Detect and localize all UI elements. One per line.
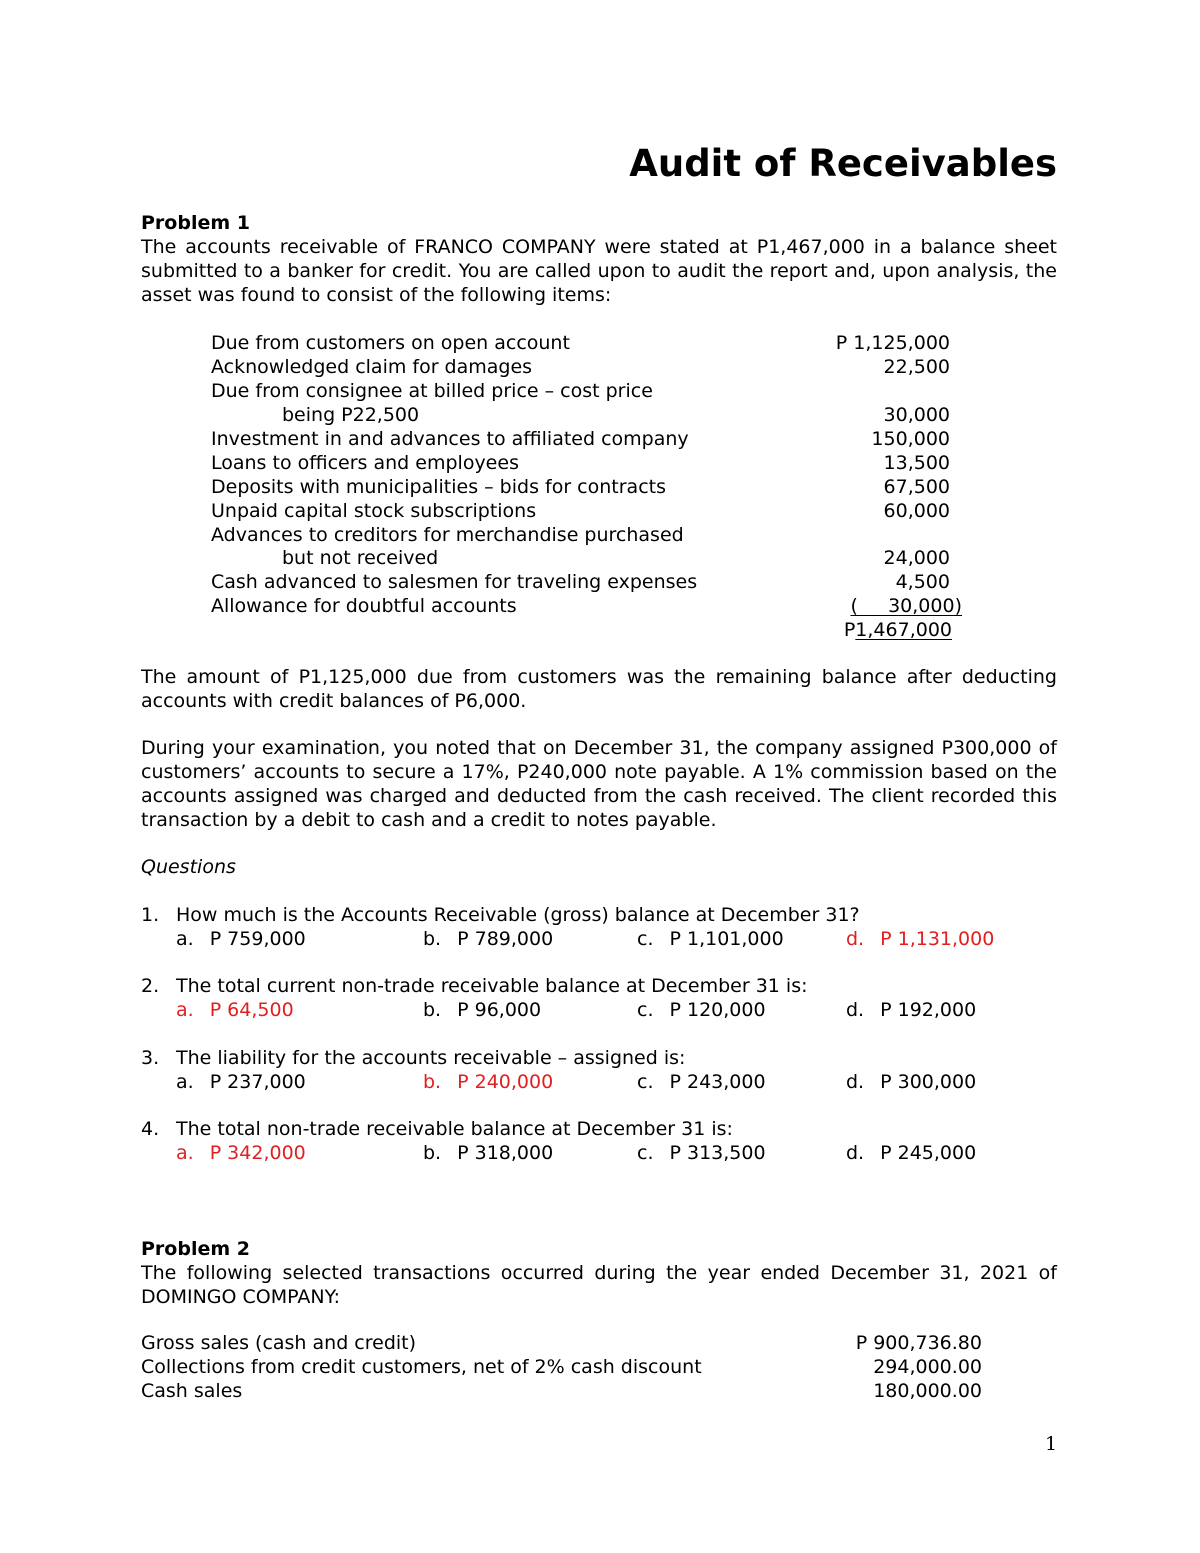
option-b: b. P 96,000: [423, 999, 542, 1021]
item-label: Unpaid capital stock subscriptions: [211, 500, 537, 522]
item-label: Collections from credit customers, net of 2% cash discount: [141, 1356, 702, 1378]
problem1-paragraph-2: The amount of P1,125,000 due from customers was the remaining balance after deducting accounts with credit balances of P6,000.: [141, 666, 1057, 712]
item-amount: 24,000: [883, 547, 950, 569]
option-a: a. P 64,500: [176, 999, 294, 1021]
item-label: being P22,500: [282, 404, 420, 426]
page-title: Audit of Receivables: [629, 142, 1057, 185]
question-number: 1.: [141, 904, 160, 926]
item-label: Deposits with municipalities – bids for contracts: [211, 476, 666, 498]
option-d: d. P 300,000: [846, 1071, 977, 1093]
question-number: 4.: [141, 1118, 160, 1140]
total-prefix: P: [843, 619, 856, 641]
option-a: a. P 342,000: [176, 1142, 306, 1164]
item-label: Gross sales (cash and credit): [141, 1332, 417, 1354]
option-b: b. P 789,000: [423, 928, 554, 950]
item-label: Allowance for doubtful accounts: [211, 595, 517, 617]
item-amount: P 1,125,000: [835, 332, 950, 354]
option-d: d. P 245,000: [846, 1142, 977, 1164]
option-d: d. P 1,131,000: [846, 928, 995, 950]
item-label: Due from customers on open account: [211, 332, 570, 354]
option-a: a. P 237,000: [176, 1071, 306, 1093]
question-text: The total non-trade receivable balance at December 31 is:: [176, 1118, 733, 1140]
option-c: c. P 120,000: [637, 999, 766, 1021]
question-text: How much is the Accounts Receivable (gross) balance at December 31?: [176, 904, 860, 926]
item-label: Cash sales: [141, 1380, 243, 1402]
page-number: 1: [1045, 1433, 1058, 1455]
item-label: Advances to creditors for merchandise purchased: [211, 524, 684, 546]
option-a: a. P 759,000: [176, 928, 306, 950]
item-amount: 60,000: [883, 500, 950, 522]
problem2-heading: Problem 2: [141, 1238, 250, 1260]
option-c: c. P 243,000: [637, 1071, 766, 1093]
questions-label: Questions: [141, 856, 236, 878]
option-b: b. P 318,000: [423, 1142, 554, 1164]
item-label: Loans to officers and employees: [211, 452, 519, 474]
option-d: d. P 192,000: [846, 999, 977, 1021]
option-c: c. P 313,500: [637, 1142, 766, 1164]
item-amount: 4,500: [895, 571, 950, 593]
item-amount: 30,000: [883, 404, 950, 426]
question-number: 3.: [141, 1047, 160, 1069]
item-label: Cash advanced to salesmen for traveling expenses: [211, 571, 698, 593]
total-amount: [844, 618, 952, 642]
option-c: c. P 1,101,000: [637, 928, 784, 950]
item-amount: 22,500: [883, 356, 950, 378]
item-amount: ( 30,000): [850, 595, 962, 617]
item-label: Investment in and advances to affiliated company: [211, 428, 689, 450]
item-amount: 294,000.00: [873, 1356, 982, 1378]
question-number: 2.: [141, 975, 160, 997]
item-amount: P 900,736.80: [855, 1332, 982, 1354]
question-text: The total current non-trade receivable balance at December 31 is:: [176, 975, 808, 997]
problem1-intro: The accounts receivable of FRANCO COMPANY were stated at P1,467,000 in a balance sheet submitted to a banker for credit. You are called upon to audit the report and, upon analysis, the asset was found to consist of the following items:: [141, 236, 1057, 306]
item-label: Due from consignee at billed price – cost price: [211, 380, 653, 402]
item-amount: 13,500: [883, 452, 950, 474]
item-label: but not received: [282, 547, 439, 569]
item-label: Acknowledged claim for damages: [211, 356, 533, 378]
item-amount: 180,000.00: [873, 1380, 982, 1402]
total-value: 1,467,000: [855, 619, 952, 641]
problem2-intro: The following selected transactions occurred during the year ended December 31, 2021 of DOMINGO COMPANY:: [141, 1262, 1057, 1308]
question-text: The liability for the accounts receivable – assigned is:: [176, 1047, 686, 1069]
problem1-heading: Problem 1: [141, 212, 250, 234]
item-amount: 150,000: [871, 428, 950, 450]
item-amount: 67,500: [883, 476, 950, 498]
option-b: b. P 240,000: [423, 1071, 554, 1093]
problem1-paragraph-3: During your examination, you noted that on December 31, the company assigned P300,000 of customers’ accounts to secure a 17%, P240,000 note payable. A 1% commission based on the accounts assigned was charged and deducted from the cash received. The client recorded this transaction by a debit to cash and a credit to notes payable.: [141, 737, 1057, 831]
